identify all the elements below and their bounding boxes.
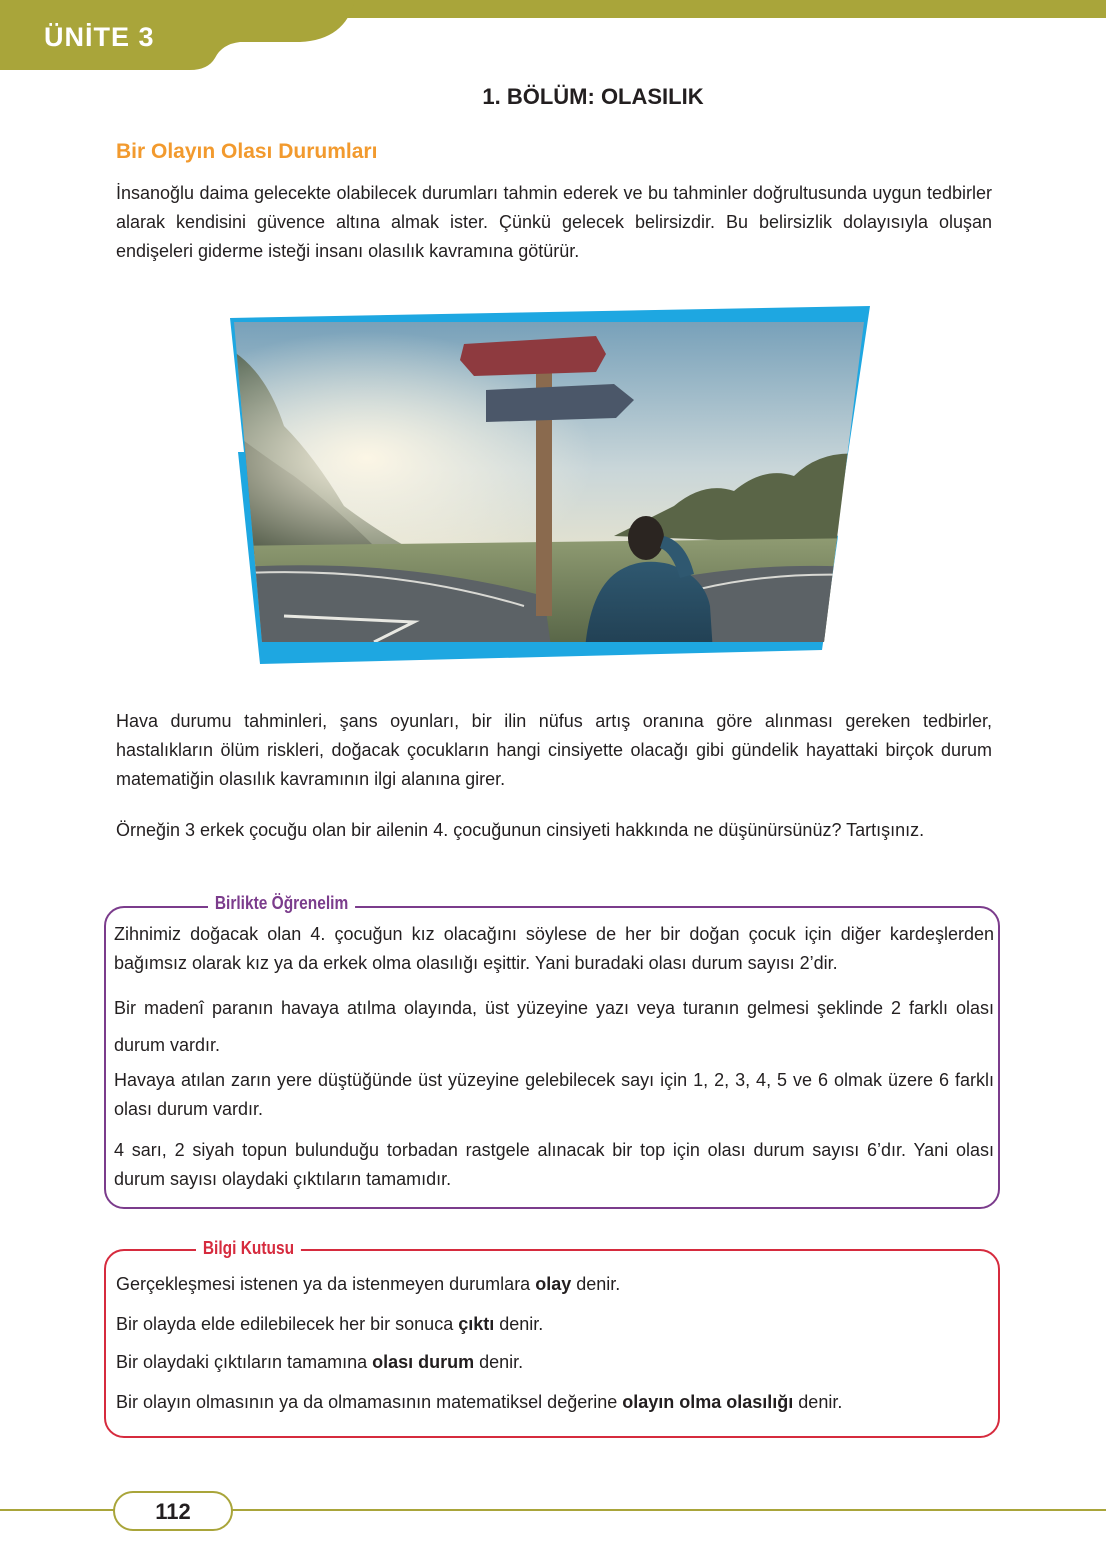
info-box-title: Bilgi Kutusu — [196, 1238, 301, 1259]
crossroads-photo — [224, 306, 874, 668]
paragraph-question: Örneğin 3 erkek çocuğu olan bir ailenin 4. çocuğunun cinsiyeti hakkında ne düşünürsünüz? Tartışınız. — [116, 820, 925, 840]
unit-label: ÜNİTE 3 — [44, 22, 155, 52]
info-item-olay: Gerçekleşmesi istenen ya da istenmeyen durumlara olay denir. — [116, 1274, 621, 1294]
paragraph-daily-life: Hava durumu tahminleri, şans oyunları, bir ilin nüfus artış oranına göre alınması gereken tedbirler, hastalıkların ölüm riskleri, doğacak çocukların hangi cinsiyette olacağı gibi gündelik hayattaki birçok durum matematiğin olasılık kavramının ilgi alanına girer. — [116, 711, 992, 789]
learn-together-title: Birlikte Öğrenelim — [208, 893, 355, 914]
chapter-title: 1. BÖLÜM: OLASILIK — [482, 84, 704, 109]
learn-item: Havaya atılan zarın yere düştüğünde üst yüzeyine gelebilecek sayı için 1, 2, 3, 4, 5 ve 6 olmak üzere 6 farklı olası durum vardır. — [114, 1070, 994, 1119]
learn-item: Zihnimiz doğacak olan 4. çocuğun kız olacağını söylese de her bir doğan çocuk için diğer kardeşlerden bağımsız olarak kız ya da erkek olma olasılığı eşittir. Yani buradaki olası durum sayısı 2’dir. — [114, 924, 994, 973]
intro-paragraph: İnsanoğlu daima gelecekte olabilecek durumları tahmin ederek ve bu tahminler doğrultusunda uygun tedbirler alarak kendisini güvence altına almak ister. Çünkü gelecek belirsizdir. Bu belirsizlik dolayısıyla oluşan endişeleri giderme isteği insanı olasılık kavramına götürür. — [116, 183, 992, 261]
info-item-cikti: Bir olayda elde edilebilecek her bir sonuca çıktı denir. — [116, 1314, 544, 1334]
learn-item: Bir madenî paranın havaya atılma olayında, üst yüzeyine yazı veya turanın gelmesi şeklinde 2 farklı olası durum vardır. — [114, 998, 994, 1055]
info-item-olma-olasiligi: Bir olayın olmasının ya da olmamasının matematiksel değerine olayın olma olasılığı denir. — [116, 1392, 843, 1412]
section-title: Bir Olayın Olası Durumları — [116, 140, 378, 163]
info-item-olasi-durum: Bir olaydaki çıktıların tamamına olası durum denir. — [116, 1352, 524, 1372]
learn-item: 4 sarı, 2 siyah topun bulunduğu torbadan rastgele alınacak bir top için olası durum sayısı 6’dır. Yani olası durum sayısı olaydaki çıktıların tamamıdır. — [114, 1140, 994, 1189]
page-number: 112 — [155, 1499, 191, 1524]
